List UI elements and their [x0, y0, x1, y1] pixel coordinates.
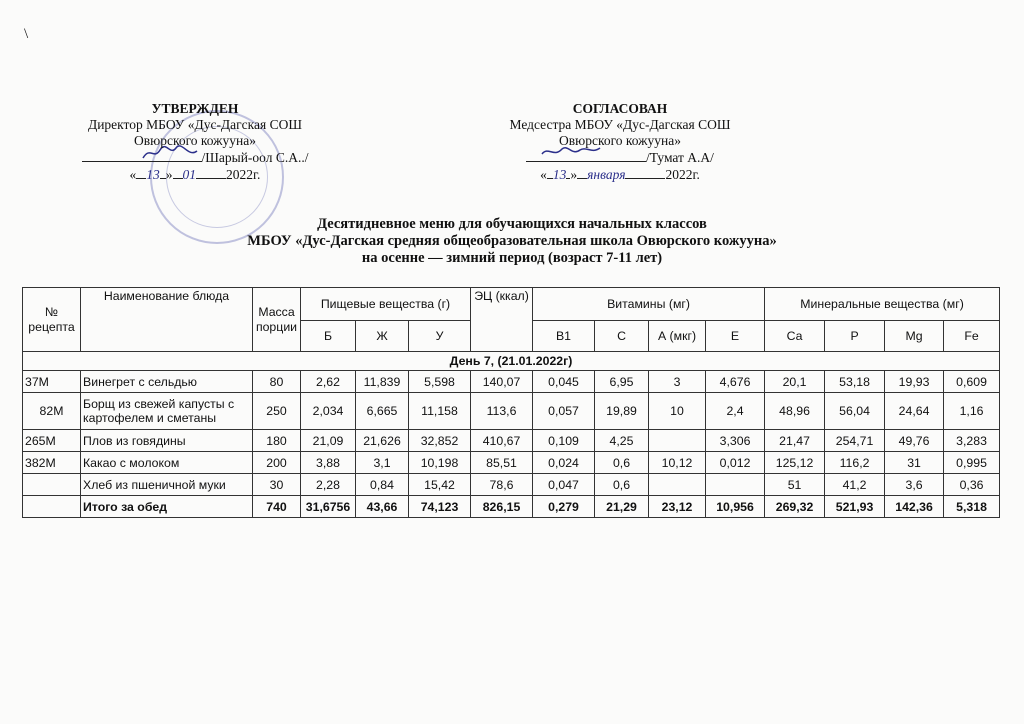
date-blank: [577, 166, 587, 179]
cell-mg: 3,6: [885, 474, 944, 496]
signature-blank: [526, 149, 646, 162]
cell-carbs: 32,852: [409, 430, 471, 452]
header-vitamins: Витамины (мг): [533, 288, 765, 321]
cell-b1: 0,109: [533, 430, 595, 452]
cell-mass: 250: [253, 393, 301, 430]
cell-protein: 2,034: [301, 393, 356, 430]
cell-carbs: 10,198: [409, 452, 471, 474]
approval-date: [480, 166, 760, 183]
cell-dish-name: Винегрет с сельдью: [81, 371, 253, 393]
cell-fe: 0,609: [944, 371, 1000, 393]
date-open-quote: «: [540, 167, 547, 182]
approval-date: [60, 166, 330, 183]
header-mg: Mg: [885, 321, 944, 352]
cell-fe: 0,995: [944, 452, 1000, 474]
cell-protein: 2,62: [301, 371, 356, 393]
day-label: День 7, (21.01.2022г): [23, 352, 1000, 371]
cell-b1: 0,057: [533, 393, 595, 430]
table-row: [23, 371, 1000, 393]
header-minerals: Минеральные вещества (мг): [765, 288, 1000, 321]
cell-carbs: 15,42: [409, 474, 471, 496]
date-blank: [625, 166, 665, 179]
cell-energy: 78,6: [471, 474, 533, 496]
total-row: [23, 496, 1000, 518]
cell-fe: 5,318: [944, 496, 1000, 518]
header-recipe-no: № рецепта: [23, 288, 81, 352]
date-year: 2022г.: [665, 167, 700, 182]
cell-mg: 24,64: [885, 393, 944, 430]
date-open-quote: «: [129, 167, 137, 182]
date-close-quote: »: [165, 167, 173, 182]
header-b1: В1: [533, 321, 595, 352]
date-year: 2022г.: [226, 167, 261, 182]
cell-carbs: 11,158: [409, 393, 471, 430]
cell-code: 82М: [23, 393, 81, 430]
table-row: [23, 474, 1000, 496]
header-p: Р: [825, 321, 885, 352]
cell-ca: 51: [765, 474, 825, 496]
cell-mg: 142,36: [885, 496, 944, 518]
cell-ca: 269,32: [765, 496, 825, 518]
cell-code: [23, 474, 81, 496]
header-portion: Масса порции: [253, 288, 301, 352]
header-nutrients: Пищевые вещества (г): [301, 288, 471, 321]
cell-p: 41,2: [825, 474, 885, 496]
cell-protein: 21,09: [301, 430, 356, 452]
day-row: [23, 352, 1000, 371]
cell-protein: 3,88: [301, 452, 356, 474]
cell-a: [649, 474, 706, 496]
approval-block-nurse: [480, 101, 760, 183]
header-ca: Са: [765, 321, 825, 352]
cell-a: 3: [649, 371, 706, 393]
header-e: Е: [706, 321, 765, 352]
cell-p: 116,2: [825, 452, 885, 474]
cell-fat: 11,839: [356, 371, 409, 393]
cell-energy: 826,15: [471, 496, 533, 518]
cell-mg: 49,76: [885, 430, 944, 452]
approval-heading: СОГЛАСОВАН: [572, 101, 668, 116]
date-blank: [136, 166, 146, 179]
approval-organization: Овюрского кожууна»: [134, 133, 256, 148]
signature-line: [60, 149, 330, 166]
cell-fe: 1,16: [944, 393, 1000, 430]
date-day: 13: [552, 167, 567, 182]
cell-code: 37М: [23, 371, 81, 393]
cell-dish-name: Плов из говядины: [81, 430, 253, 452]
cell-a: 23,12: [649, 496, 706, 518]
cell-mg: 31: [885, 452, 944, 474]
cell-ca: 48,96: [765, 393, 825, 430]
title-line-2: МБОУ «Дус-Дагская средняя общеобразовательная школа Овюрского кожууна»: [247, 233, 777, 249]
cell-mass: 200: [253, 452, 301, 474]
cell-dish-name: Какао с молоком: [81, 452, 253, 474]
approval-position: Директор МБОУ «Дус-Дагская СОШ: [88, 117, 302, 132]
approval-block-director: [60, 101, 330, 183]
cell-b1: 0,047: [533, 474, 595, 496]
date-month: января: [587, 167, 626, 182]
cell-energy: 113,6: [471, 393, 533, 430]
cell-fat: 3,1: [356, 452, 409, 474]
date-close-quote: »: [570, 167, 578, 182]
header-fe: Fe: [944, 321, 1000, 352]
date-blank: [196, 166, 226, 179]
signature-name: /Тумат А.А/: [646, 150, 714, 165]
cell-e: 2,4: [706, 393, 765, 430]
header-protein: Б: [301, 321, 356, 352]
cell-b1: 0,024: [533, 452, 595, 474]
approval-heading: УТВЕРЖДЕН: [151, 101, 239, 116]
cell-e: 3,306: [706, 430, 765, 452]
cell-mass: 740: [253, 496, 301, 518]
header-energy: ЭЦ (ккал): [471, 288, 533, 352]
cell-mass: 80: [253, 371, 301, 393]
cell-mg: 19,93: [885, 371, 944, 393]
cell-c: 0,6: [595, 474, 649, 496]
date-day: 13: [146, 167, 160, 182]
cell-a: 10,12: [649, 452, 706, 474]
header-a: А (мкг): [649, 321, 706, 352]
date-blank: [173, 166, 183, 179]
cell-energy: 85,51: [471, 452, 533, 474]
cell-e: 4,676: [706, 371, 765, 393]
table-header-row: [23, 288, 1000, 321]
cell-protein: 2,28: [301, 474, 356, 496]
table-row: [23, 430, 1000, 452]
cell-energy: 410,67: [471, 430, 533, 452]
cell-dish-name: Борщ из свежей капусты с картофелем и сметаны: [81, 393, 253, 430]
cell-p: 521,93: [825, 496, 885, 518]
cell-protein: 31,6756: [301, 496, 356, 518]
cell-e: 0,012: [706, 452, 765, 474]
cell-p: 254,71: [825, 430, 885, 452]
cell-p: 56,04: [825, 393, 885, 430]
cell-carbs: 5,598: [409, 371, 471, 393]
header-fat: Ж: [356, 321, 409, 352]
cell-ca: 125,12: [765, 452, 825, 474]
menu-table: [22, 287, 1000, 518]
cell-ca: 20,1: [765, 371, 825, 393]
cell-energy: 140,07: [471, 371, 533, 393]
approval-position: Медсестра МБОУ «Дус-Дагская СОШ: [509, 117, 731, 132]
header-dish-name: Наименование блюда: [81, 288, 253, 352]
title-line-1: Десятидневное меню для обучающихся начальных классов: [317, 216, 707, 232]
cell-dish-name: Хлеб из пшеничной муки: [81, 474, 253, 496]
approval-organization: Овюрского кожууна»: [559, 133, 681, 148]
cell-b1: 0,279: [533, 496, 595, 518]
cell-c: 6,95: [595, 371, 649, 393]
table-row: [23, 452, 1000, 474]
document-title: [0, 216, 1024, 267]
cell-c: 19,89: [595, 393, 649, 430]
cell-e: 10,956: [706, 496, 765, 518]
cell-carbs: 74,123: [409, 496, 471, 518]
cell-c: 21,29: [595, 496, 649, 518]
cell-fat: 0,84: [356, 474, 409, 496]
cell-code: [23, 496, 81, 518]
cell-a: 10: [649, 393, 706, 430]
signature-line: [480, 149, 760, 166]
cell-e: [706, 474, 765, 496]
cell-total-label: Итого за обед: [81, 496, 253, 518]
cell-code: 382М: [23, 452, 81, 474]
cell-fe: 3,283: [944, 430, 1000, 452]
cell-c: 0,6: [595, 452, 649, 474]
cell-a: [649, 430, 706, 452]
title-line-3: на осенне — зимний период (возраст 7-11 лет): [361, 250, 663, 266]
header-carbs: У: [409, 321, 471, 352]
cell-mass: 180: [253, 430, 301, 452]
cell-ca: 21,47: [765, 430, 825, 452]
cell-fat: 43,66: [356, 496, 409, 518]
cell-code: 265М: [23, 430, 81, 452]
cell-mass: 30: [253, 474, 301, 496]
cell-b1: 0,045: [533, 371, 595, 393]
cell-fat: 21,626: [356, 430, 409, 452]
signature-blank: [82, 149, 202, 162]
cell-p: 53,18: [825, 371, 885, 393]
table-row: [23, 393, 1000, 430]
cell-fat: 6,665: [356, 393, 409, 430]
header-c: С: [595, 321, 649, 352]
signature-name: /Шарый-оол С.А../: [201, 150, 309, 165]
corner-mark: \: [24, 26, 29, 42]
date-month: 01: [182, 167, 197, 182]
cell-c: 4,25: [595, 430, 649, 452]
cell-fe: 0,36: [944, 474, 1000, 496]
